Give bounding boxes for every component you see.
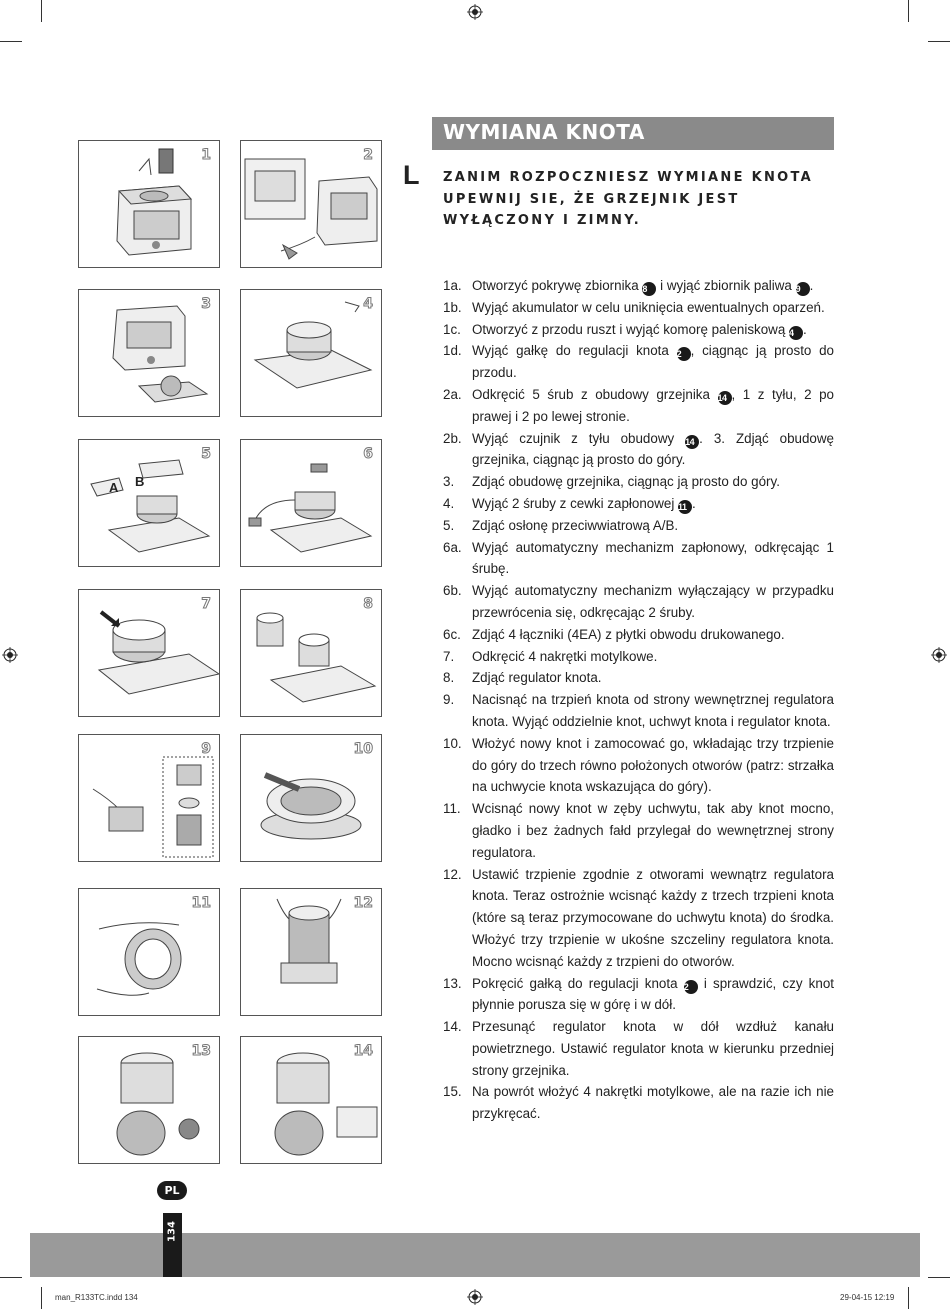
step-text bbox=[472, 667, 834, 689]
step-text-segment: Wcisnąć nowy knot w zęby uchwytu, tak aby knot mocno, gładko i bez żadnych fałd przylegał do wewnętrznej strony regulatora. bbox=[472, 801, 834, 860]
step-text-segment: . bbox=[809, 278, 814, 293]
step-text-segment: Przesunąć regulator knota w dół wzdłuż kanału powietrznego. Ustawić regulator knota w kierunku przedniej strony grzejnika. bbox=[472, 1019, 834, 1078]
step-number: 13. bbox=[443, 975, 462, 991]
crop-mark bbox=[928, 41, 950, 42]
step-text-segment: Odkręcić 4 nakrętki motylkowe. bbox=[472, 648, 658, 664]
part-reference-badge: 14 bbox=[718, 391, 732, 405]
step-number: 8. bbox=[443, 670, 455, 686]
instruction-step bbox=[443, 624, 834, 646]
part-label-a: A bbox=[109, 480, 119, 495]
step-number: 12. bbox=[443, 866, 462, 882]
wick-removal-illustration bbox=[79, 735, 220, 862]
instruction-step bbox=[443, 428, 834, 472]
figure-number: 9 bbox=[201, 741, 211, 757]
date-slug: 29-04-15 12:19 bbox=[840, 1293, 895, 1302]
figure-number: 1 bbox=[201, 147, 211, 163]
registration-mark-icon bbox=[467, 1289, 483, 1305]
step-text-segment: Pokręcić gałką do regulacji knota bbox=[472, 975, 684, 991]
registration-mark-icon bbox=[931, 647, 947, 663]
step-text bbox=[472, 1081, 834, 1125]
file-slug: man_R133TC.indd 134 bbox=[55, 1293, 138, 1302]
step-text bbox=[472, 624, 834, 646]
instruction-step bbox=[443, 1016, 834, 1081]
step-number: 6c. bbox=[443, 626, 461, 642]
step-number: 3. bbox=[443, 474, 455, 490]
figure-number: 5 bbox=[201, 446, 211, 462]
instruction-step bbox=[443, 537, 834, 581]
section-title: WYMIANA KNOTA bbox=[443, 120, 645, 144]
instruction-step bbox=[443, 471, 834, 493]
figure-13 bbox=[78, 1036, 220, 1164]
step-text-segment: Zdjąć 4 łączniki (4EA) z płytki obwodu drukowanego. bbox=[472, 626, 785, 642]
step-text bbox=[472, 689, 834, 733]
warning-line: WYŁĄCZONY I ZIMNY. bbox=[443, 213, 642, 228]
crop-mark bbox=[41, 0, 42, 22]
figure-number: 7 bbox=[201, 596, 211, 612]
step-number: 1c. bbox=[443, 321, 461, 337]
instruction-step bbox=[443, 384, 834, 428]
instruction-step bbox=[443, 297, 834, 319]
step-text-segment: Zdjąć regulator knota. bbox=[472, 670, 602, 686]
crop-mark bbox=[908, 1287, 909, 1309]
step-text-segment: Otworzyć z przodu ruszt i wyjąć komorę paleniskową bbox=[472, 321, 790, 337]
wick-regulator-illustration bbox=[241, 590, 382, 717]
step-text-segment: Zdjąć osłonę przeciwwiatrową A/B. bbox=[472, 517, 679, 533]
step-number: 1d. bbox=[443, 343, 462, 359]
instruction-step bbox=[443, 515, 834, 537]
instruction-step bbox=[443, 319, 834, 341]
crop-mark bbox=[0, 1277, 22, 1278]
step-text-segment: Wyjąć akumulator w celu uniknięcia ewentualnych oparzeń. bbox=[472, 299, 825, 315]
step-text-segment: i sprawdzić, czy knot płynnie porusza się w górę i w dół. bbox=[472, 975, 834, 1013]
figure-number: 13 bbox=[191, 1043, 211, 1059]
step-number: 1b. bbox=[443, 299, 462, 315]
step-text bbox=[472, 646, 834, 668]
step-text bbox=[472, 515, 834, 537]
warning-line: UPEWNIJ SIE, ŻE GRZEJNIK JEST bbox=[443, 191, 740, 207]
crop-mark bbox=[41, 1287, 42, 1309]
step-text bbox=[472, 297, 834, 319]
figure-number: 4 bbox=[363, 296, 373, 312]
heater-tank-illustration bbox=[79, 141, 220, 268]
step-number: 2a. bbox=[443, 386, 462, 402]
figure-6 bbox=[240, 439, 382, 567]
step-number: 4. bbox=[443, 495, 455, 511]
figure-1 bbox=[78, 140, 220, 268]
figure-number: 6 bbox=[363, 446, 373, 462]
step-text bbox=[472, 1016, 834, 1081]
step-text bbox=[472, 340, 834, 384]
step-number: 11. bbox=[443, 801, 461, 817]
step-text bbox=[472, 275, 834, 297]
step-number: 5. bbox=[443, 517, 455, 533]
step-text-segment: Wyjąć 2 śruby z cewki zapłonowej bbox=[472, 495, 679, 511]
step-number: 7. bbox=[443, 648, 455, 664]
instruction-step bbox=[443, 1081, 834, 1125]
step-text-segment: Na powrót włożyć 4 nakrętki motylkowe, ale na razie ich nie przykręcać. bbox=[472, 1084, 834, 1122]
step-text-segment: Zdjąć obudowę grzejnika, ciągnąc ją prosto do góry. bbox=[472, 474, 780, 490]
figure-number: 11 bbox=[191, 895, 211, 911]
step-text bbox=[472, 537, 834, 581]
step-number: 10. bbox=[443, 735, 462, 751]
step-text bbox=[472, 384, 834, 428]
warning-line: ZANIM ROZPOCZNIESZ WYMIANE KNOTA bbox=[443, 170, 814, 185]
page-number: 134 bbox=[166, 1221, 178, 1242]
heater-base-illustration bbox=[241, 290, 382, 417]
figure-4 bbox=[240, 289, 382, 417]
step-text-segment: i wyjąć zbiornik paliwa bbox=[656, 278, 796, 293]
figure-5 bbox=[78, 439, 220, 567]
safety-warning bbox=[443, 167, 833, 232]
step-text-segment: Wyjąć automatyczny mechanizm zapłonowy, odkręcając 1 śrubę. bbox=[472, 539, 834, 577]
step-text-segment: . bbox=[692, 495, 696, 511]
figure-7 bbox=[78, 589, 220, 717]
figure-number: 12 bbox=[353, 895, 373, 911]
figure-number: 8 bbox=[363, 596, 373, 612]
step-text bbox=[472, 733, 834, 798]
step-text-segment: Otworzyć pokrywę zbiornika bbox=[472, 278, 643, 293]
step-text-segment: , ciągnąc ją prosto do przodu. bbox=[472, 343, 835, 381]
figure-12 bbox=[240, 888, 382, 1016]
step-text-segment: . bbox=[803, 321, 807, 337]
figure-number: 3 bbox=[201, 296, 211, 312]
crop-mark bbox=[0, 41, 22, 42]
figure-11 bbox=[78, 888, 220, 1016]
registration-mark-icon bbox=[467, 4, 483, 20]
language-letter: L bbox=[403, 160, 420, 190]
heater-battery-illustration bbox=[241, 141, 382, 268]
step-text bbox=[472, 973, 834, 1017]
step-text bbox=[472, 493, 834, 515]
part-reference-badge: 14 bbox=[685, 435, 699, 449]
wind-shield-illustration bbox=[79, 440, 220, 567]
instruction-step bbox=[443, 798, 834, 863]
instruction-step bbox=[443, 667, 834, 689]
figure-9 bbox=[78, 734, 220, 862]
crop-mark bbox=[908, 0, 909, 22]
wing-nut-illustration bbox=[79, 590, 220, 717]
figure-14 bbox=[240, 1036, 382, 1164]
crop-mark bbox=[928, 1277, 950, 1278]
step-number: 14. bbox=[443, 1019, 462, 1035]
step-number: 9. bbox=[443, 692, 455, 708]
step-text bbox=[472, 319, 834, 341]
step-number: 1a. bbox=[443, 278, 462, 293]
step-number: 6a. bbox=[443, 539, 462, 555]
figure-number: 2 bbox=[363, 147, 373, 163]
language-badge: PL bbox=[157, 1181, 187, 1200]
combustion-chamber-illustration bbox=[79, 290, 220, 417]
step-text-segment: . 3. Zdjąć obudowę grzejnika, ciągnąc ją prosto do góry. bbox=[472, 430, 834, 468]
instruction-list bbox=[443, 275, 834, 1125]
step-number: 6b. bbox=[443, 583, 462, 599]
instruction-step bbox=[443, 864, 834, 973]
step-text bbox=[472, 798, 834, 863]
step-text-segment: Włożyć nowy knot i zamocować go, wkładając trzy trzpienie do góry do trzech równo położonych otworów (patrz: strzałka na uchwycie knota wskazująca do góry). bbox=[472, 735, 834, 795]
registration-mark-icon bbox=[2, 647, 18, 663]
part-label-b: B bbox=[135, 474, 145, 489]
ignition-mechanism-illustration bbox=[241, 440, 382, 567]
part-reference-badge: 4 bbox=[789, 326, 803, 340]
part-reference-badge: 2 bbox=[684, 980, 698, 994]
figure-8 bbox=[240, 589, 382, 717]
instruction-step bbox=[443, 580, 834, 624]
instruction-step bbox=[443, 973, 834, 1017]
step-text bbox=[472, 580, 834, 624]
step-text-segment: Wyjąć czujnik z tyłu obudowy bbox=[472, 430, 686, 446]
step-number: 15. bbox=[443, 1084, 462, 1100]
instruction-step bbox=[443, 646, 834, 668]
step-text-segment: , 1 z tyłu, 2 po prawej i 2 po lewej stronie. bbox=[472, 386, 834, 424]
step-text-segment: Nacisnąć na trzpień knota od strony wewnętrznej regulatora knota. Wyjąć oddzielnie knot, uchwyt knota i regulator knota. bbox=[472, 692, 834, 729]
figure-number: 14 bbox=[353, 1043, 373, 1059]
step-text bbox=[472, 471, 834, 493]
step-text-segment: Odkręcić 5 śrub z obudowy grzejnika bbox=[472, 386, 718, 402]
figure-10 bbox=[240, 734, 382, 862]
step-number: 2b. bbox=[443, 430, 462, 446]
section-header bbox=[432, 117, 834, 150]
part-reference-badge: 8 bbox=[642, 282, 656, 296]
step-text-segment: Wyjąć gałkę do regulacji knota bbox=[472, 343, 677, 359]
instruction-step bbox=[443, 493, 834, 515]
part-reference-badge: 2 bbox=[677, 347, 691, 361]
part-reference-badge: 11 bbox=[678, 500, 692, 514]
figure-3 bbox=[78, 289, 220, 417]
part-reference-badge: 9 bbox=[796, 282, 810, 296]
step-text bbox=[472, 428, 834, 472]
instruction-step bbox=[443, 689, 834, 733]
step-text-segment: Ustawić trzpienie zgodnie z otworami wewnątrz regulatora knota. Teraz ostrożnie wcisnąć każdy z trzech trzpieni knota (które są teraz przymocowane do uchwytu knota) do środka. Włożyć trzy trzpienie w ukośne szczeliny regulatora knota. Mocno wcisnąć każdy z trzpieni do otworów. bbox=[472, 866, 834, 969]
instruction-step bbox=[443, 275, 834, 297]
step-text-segment: Wyjąć automatyczny mechanizm wyłączający w przypadku przewrócenia się, odkręcając 2 śruby. bbox=[472, 583, 834, 620]
figure-number: 10 bbox=[353, 741, 373, 757]
step-text bbox=[472, 864, 834, 973]
figure-2 bbox=[240, 140, 382, 268]
instruction-step bbox=[443, 733, 834, 798]
instruction-step bbox=[443, 340, 834, 384]
